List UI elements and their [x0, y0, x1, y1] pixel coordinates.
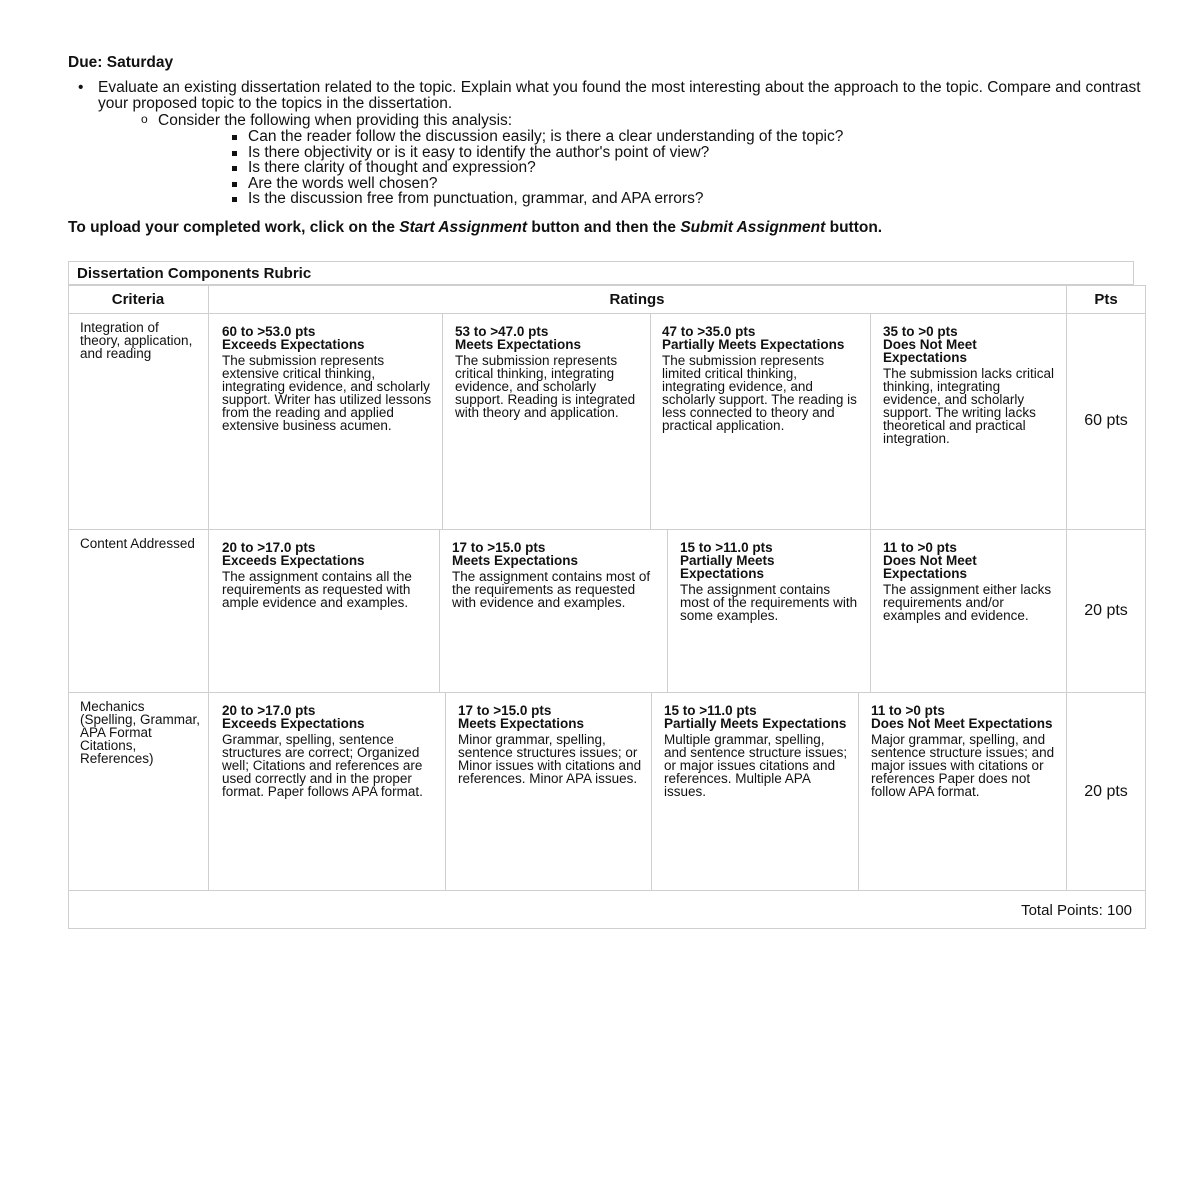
row-points: 20 pts [1084, 783, 1128, 800]
consider-list [98, 113, 1148, 207]
rating-cell [222, 325, 434, 432]
criteria-mechanics: Mechanics (Spelling, Grammar, APA Format Citations, References) [80, 699, 201, 766]
due-date: Due: Saturday [68, 54, 174, 71]
submit-assignment-reference: Submit Assignment [680, 218, 826, 236]
rating-range: 11 to >0 pts [871, 703, 945, 718]
rating-level: Meets Expectations [452, 553, 579, 568]
rating-cell [458, 704, 644, 785]
rating-cell [222, 541, 432, 609]
consider-text: Consider the following when providing this analysis: [158, 112, 513, 129]
question-item: Is the discussion free from punctuation, grammar, and APA errors? [158, 191, 1148, 207]
rating-description: Grammar, spelling, sentence structures are correct; Organized well; Citations and references are used correctly and in the proper format. Paper follows APA format. [222, 732, 423, 799]
rating-level: Exceeds Expectations [222, 553, 365, 568]
column-divider [208, 285, 209, 891]
pts-header: Pts [1094, 291, 1118, 308]
ratings-header: Ratings [609, 291, 665, 308]
assignment-instructions [68, 54, 1148, 237]
rating-cell [222, 704, 438, 798]
rating-divider [445, 693, 446, 890]
rating-cell [452, 541, 660, 609]
header-divider [68, 313, 1146, 314]
rubric-table [68, 261, 1146, 929]
rubric-title: Dissertation Components Rubric [68, 261, 1134, 285]
rating-level: Exceeds Expectations [222, 716, 365, 731]
rubric-border [1145, 285, 1146, 929]
rating-range: 11 to >0 pts [883, 540, 957, 555]
upload-suffix: button. [825, 218, 883, 236]
rating-divider [870, 314, 871, 529]
rating-divider [870, 530, 871, 692]
rating-range: 17 to >15.0 pts [452, 540, 546, 555]
rating-description: Multiple grammar, spelling, and sentence structure issues; or major issues citations and references. Multiple APA issues. [664, 732, 848, 799]
rubric-border [68, 285, 69, 929]
upload-prefix: To upload your completed work, click on the [68, 218, 400, 236]
rating-cell [871, 704, 1059, 798]
rating-description: The assignment contains all the requirements as requested with ample evidence and examples. [222, 569, 412, 610]
upload-instructions [68, 219, 1148, 237]
rating-range: 47 to >35.0 pts [662, 324, 756, 339]
rating-range: 15 to >11.0 pts [680, 540, 773, 555]
rating-divider [858, 693, 859, 890]
instruction-main [68, 80, 1148, 207]
criteria-header: Criteria [111, 291, 165, 308]
rating-level: Does Not Meet Expectations [883, 553, 977, 581]
rating-range: 60 to >53.0 pts [222, 324, 316, 339]
rating-level: Meets Expectations [458, 716, 585, 731]
question-list [158, 129, 1148, 207]
question-item: Is there objectivity or is it easy to identify the author's point of view? [158, 145, 1148, 161]
consider-item [98, 113, 1148, 207]
total-points: Total Points: 100 [1021, 902, 1132, 919]
rating-level: Exceeds Expectations [222, 337, 365, 352]
rating-divider [439, 530, 440, 692]
rubric-border [68, 928, 1146, 929]
rating-description: The submission represents extensive critical thinking, integrating evidence, and scholarly support. Writer has utilized lessons from the reading and applied extensive business acumen. [222, 353, 432, 433]
start-assignment-reference: Start Assignment [399, 218, 528, 236]
rating-level: Meets Expectations [455, 337, 582, 352]
rating-range: 15 to >11.0 pts [664, 703, 757, 718]
rating-divider [651, 693, 652, 890]
rating-cell [883, 541, 1058, 622]
rating-cell [883, 325, 1055, 445]
rating-description: The submission represents limited critical thinking, integrating evidence, and scholarly support. The reading is less connected to theory and practical application. [662, 353, 857, 433]
question-item: Can the reader follow the discussion easily; is there a clear understanding of the topic? [158, 129, 1148, 145]
rating-divider [667, 530, 668, 692]
question-item: Are the words well chosen? [158, 176, 1148, 192]
rating-level: Does Not Meet Expectations [883, 337, 977, 365]
rating-divider [442, 314, 443, 529]
row-divider [68, 692, 1146, 693]
rating-range: 53 to >47.0 pts [455, 324, 549, 339]
rating-level: Partially Meets Expectations [680, 553, 775, 581]
rating-range: 35 to >0 pts [883, 324, 958, 339]
rubric-border [68, 285, 1146, 286]
rating-description: The submission represents critical thinking, integrating evidence, and scholarly support. Reading is integrated with theory and application. [455, 353, 636, 420]
rating-cell [680, 541, 862, 622]
rating-level: Partially Meets Expectations [662, 337, 845, 352]
rating-description: The submission lacks critical thinking, integrating evidence, and scholarly support. The writing lacks theoretical and practical integration. [883, 366, 1055, 446]
row-divider [68, 529, 1146, 530]
rating-range: 17 to >15.0 pts [458, 703, 552, 718]
criteria-content: Content Addressed [80, 536, 195, 551]
row-divider [68, 890, 1146, 891]
criteria-integration: Integration of theory, application, and reading [80, 320, 193, 361]
question-item: Is there clarity of thought and expression? [158, 160, 1148, 176]
rating-description: The assignment contains most of the requirements with some examples. [680, 582, 858, 623]
row-points: 20 pts [1084, 602, 1128, 619]
row-points: 60 pts [1084, 412, 1128, 429]
rating-cell [455, 325, 643, 419]
rating-level: Partially Meets Expectations [664, 716, 847, 731]
rating-description: The assignment contains most of the requirements as requested with evidence and examples. [452, 569, 651, 610]
upload-middle: button and then the [527, 218, 681, 236]
rating-range: 20 to >17.0 pts [222, 540, 316, 555]
rating-description: Major grammar, spelling, and sentence structure issues; and major issues with citations or references Paper does not follow APA format. [871, 732, 1055, 799]
instruction-main-text: Evaluate an existing dissertation related to the topic. Explain what you found the most interesting about the approach to the topic. Compare and contrast your proposed topic to the topics in the dissertation. [98, 79, 1141, 112]
instruction-list [68, 80, 1148, 207]
rating-cell [662, 325, 862, 432]
rating-range: 20 to >17.0 pts [222, 703, 316, 718]
rating-description: The assignment either lacks requirements and/or examples and evidence. [883, 582, 1052, 623]
rating-divider [650, 314, 651, 529]
rating-cell [664, 704, 850, 798]
rating-description: Minor grammar, spelling, sentence structures issues; or Minor issues with citations and references. Minor APA issues. [458, 732, 642, 786]
rating-level: Does Not Meet Expectations [871, 716, 1053, 731]
